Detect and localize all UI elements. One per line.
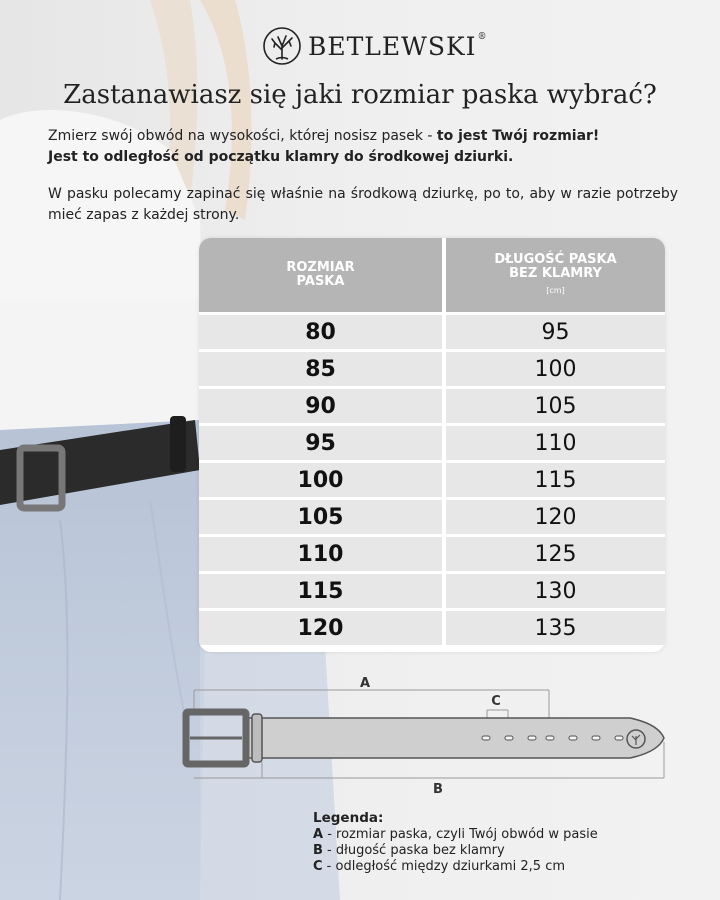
size-table (199, 238, 665, 652)
size-cell: 95 (199, 426, 442, 460)
size-cell: 90 (199, 389, 442, 423)
length-cell: 125 (446, 537, 665, 571)
intro-text: Zmierz swój obwód na wysokości, której nosisz pasek - (48, 128, 437, 144)
table-row (199, 497, 665, 534)
belt-keeper (252, 714, 262, 762)
buckle-icon (186, 712, 246, 764)
table-row (199, 608, 665, 645)
table-row (199, 534, 665, 571)
length-cell: 135 (446, 611, 665, 645)
size-cell: 105 (199, 500, 442, 534)
table-row (199, 349, 665, 386)
size-cell: 110 (199, 537, 442, 571)
belt-diagram (180, 670, 680, 800)
size-cell: 80 (199, 315, 442, 349)
length-cell: 115 (446, 463, 665, 497)
header-length (446, 238, 665, 312)
legend-text: - odległość między dziurkami 2,5 cm (322, 859, 566, 874)
brand-logo (262, 26, 488, 66)
legend-text: - rozmiar paska, czyli Twój obwód w pasie (323, 827, 598, 842)
size-cell: 115 (199, 574, 442, 608)
header-size (199, 238, 442, 312)
length-cell: 130 (446, 574, 665, 608)
label-c: C (491, 694, 501, 709)
table-header (199, 238, 665, 312)
recommendation-paragraph: W pasku polecamy zapinać się właśnie na środkową dziurkę, po to, aby w razie potrzeby mieć zapas z każdej strony. (48, 186, 678, 223)
header-size-line2: PASKA (296, 274, 345, 289)
tree-logo-icon (262, 26, 302, 66)
table-row (199, 423, 665, 460)
table-row (199, 386, 665, 423)
header-length-line2: BEZ KLAMRY (509, 265, 602, 281)
length-cell: 105 (446, 389, 665, 423)
length-cell: 95 (446, 315, 665, 349)
belt-strap (246, 718, 664, 758)
legend-title: Legenda: (313, 810, 384, 826)
legend-item (313, 827, 693, 843)
intro-bold-2: Jest to odległość od początku klamry do środkowej dziurki. (48, 149, 514, 165)
header-length-unit: [cm] (546, 285, 565, 295)
length-cell: 100 (446, 352, 665, 386)
legend (313, 810, 693, 875)
label-b: B (433, 782, 443, 797)
brand-name: BETLEWSKI® (308, 31, 488, 61)
table-row (199, 460, 665, 497)
size-cell: 120 (199, 611, 442, 645)
legend-key: C (313, 859, 323, 874)
page-title: Zastanawiasz się jaki rozmiar paska wybrać? (63, 80, 657, 110)
intro-paragraph (48, 126, 678, 168)
size-cell: 85 (199, 352, 442, 386)
length-cell: 110 (446, 426, 665, 460)
table-row (199, 571, 665, 608)
legend-item (313, 859, 693, 875)
legend-key: B (313, 843, 323, 858)
length-cell: 120 (446, 500, 665, 534)
size-cell: 100 (199, 463, 442, 497)
table-row (199, 312, 665, 349)
legend-key: A (313, 827, 324, 842)
registered-mark: ® (477, 31, 488, 42)
header-size-line1: ROZMIAR (286, 260, 355, 275)
legend-item (313, 843, 693, 859)
intro-bold-1: to jest Twój rozmiar! (436, 128, 600, 144)
header-length-line1: DŁUGOŚĆ PASKA (494, 251, 617, 267)
legend-text: - długość paska bez klamry (322, 843, 505, 858)
label-a: A (359, 676, 371, 691)
